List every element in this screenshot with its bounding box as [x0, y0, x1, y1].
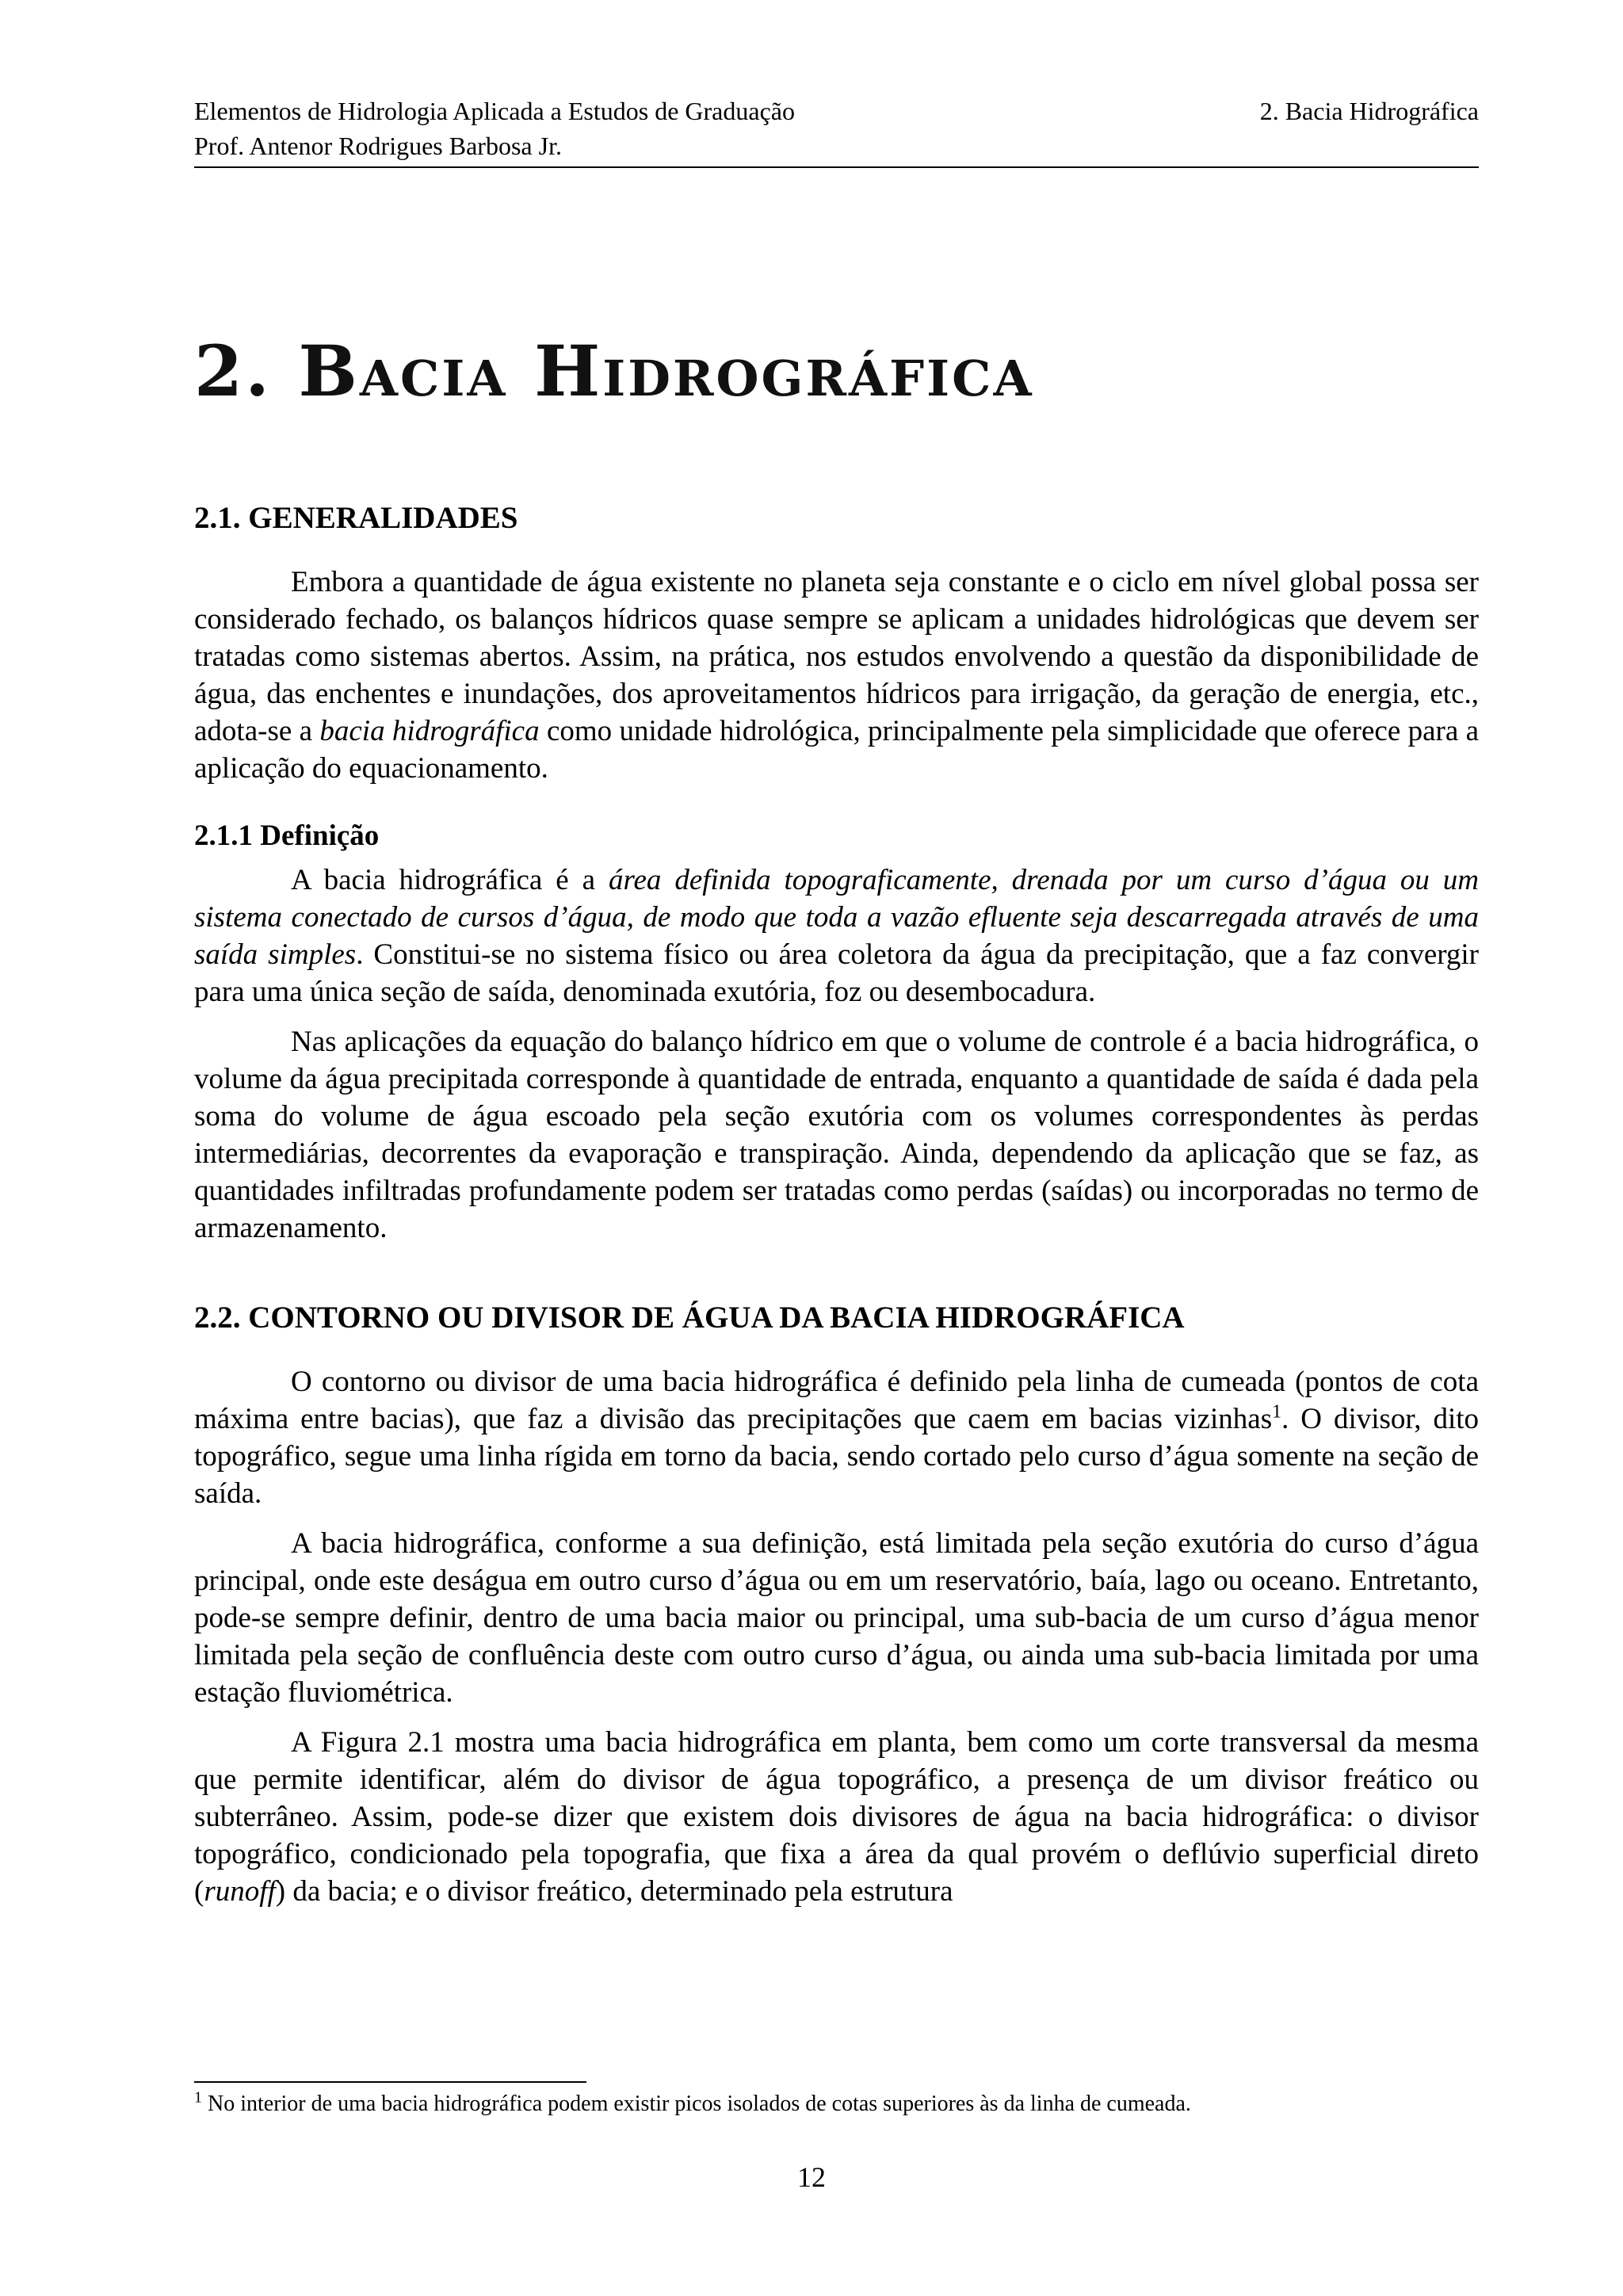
- subsection-heading-2-1-1: 2.1.1 Definição: [194, 819, 380, 852]
- paragraph-text: A Figura 2.1 mostra uma bacia hidrográfica em planta, bem como um corte transversal da mesma que permite identificar, além do divisor de água topográfico, a presença de um divisor freático ou subterrâneo. Assim, pode-se dizer que existem dois divisores de água na bacia hidrográfica: o divisor topográfico, condicionado pela topografia, que fixa a área da qual provém o deflúvio superficial direto (: [194, 1726, 1479, 1908]
- section-heading-2-2: 2.2. CONTORNO OU DIVISOR DE ÁGUA DA BACIA HIDROGRÁFICA: [194, 1301, 1185, 1335]
- italic-definition: área definida topograficamente, drenada por um curso d’água ou um sistema conectado de cursos d’água, de modo que toda a vazão efluente seja descarregada através de uma saída simples: [194, 864, 1479, 971]
- italic-term: runoff: [204, 1875, 276, 1908]
- paragraph-definicao: [194, 861, 1479, 1010]
- footnote-separator: [194, 2081, 586, 2083]
- paragraph-text: Embora a quantidade de água existente no planeta seja constante e o ciclo em nível global possa ser considerado fechado, os balanços hídricos quase sempre se aplicam a unidades hidrológicas que devem ser tratadas como sistemas abertos. Assim, na prática, nos estudos envolvendo a questão da disponibilidade de água, das enchentes e inundações, dos aproveitamentos hídricos para irrigação, da geração de energia, etc., adota-se a: [194, 566, 1479, 747]
- paragraph-text: O contorno ou divisor de uma bacia hidrográfica é definido pela linha de cumeada (pontos de cota máxima entre bacias), que faz a divisão das precipitações que caem em bacias vizinhas: [194, 1366, 1479, 1435]
- paragraph-generalidades: [194, 563, 1479, 787]
- paragraph-text: . O divisor, dito topográfico, segue uma linha rígida em torno da bacia, sendo cortado pelo curso d’água somente na seção de saída.: [194, 1403, 1480, 1510]
- paragraph-sub-bacia: A bacia hidrográfica, conforme a sua definição, está limitada pela seção exutória do curso d’água principal, onde este deságua em outro curso d’água ou em um reservatório, baía, lago ou oceano. Entretanto, pode-se sempre definir, dentro de uma bacia maior ou principal, uma sub-bacia de um curso d’água menor limitada pela seção de confluência deste com outro curso d’água, ou ainda uma sub-bacia limitada por uma estação fluviométrica.: [194, 1527, 1479, 1709]
- footnote-reference: 1: [1272, 1401, 1282, 1423]
- section-heading-2-1: 2.1. GENERALIDADES: [194, 501, 518, 535]
- page-body: [194, 499, 1479, 1910]
- paragraph-figura-2-1: [194, 1724, 1479, 1910]
- header-left: [194, 94, 795, 163]
- footnote-mark: 1: [194, 2088, 202, 2107]
- footnote-text: No interior de uma bacia hidrográfica podem existir picos isolados de cotas superiores às da linha de cumeada.: [202, 2092, 1191, 2116]
- paragraph-text: ) da bacia; e o divisor freático, determinado pela estrutura: [275, 1875, 953, 1908]
- chapter-title: 2. Bacia Hidrográfica: [194, 330, 1034, 412]
- paragraph-text: como unidade hidrológica, principalmente pela simplicidade que oferece para a aplicação do equacionamento.: [194, 715, 1479, 785]
- header-author: Prof. Antenor Rodrigues Barbosa Jr.: [194, 132, 562, 160]
- paragraph-text: . Constitui-se no sistema físico ou área coletora da água da precipitação, que a faz convergir para uma única seção de saída, denominada exutória, foz ou desembocadura.: [194, 938, 1479, 1008]
- paragraph-text: A bacia hidrográfica é a: [291, 864, 609, 896]
- page-number: 12: [797, 2161, 826, 2193]
- paragraph-balanco-hidrico: Nas aplicações da equação do balanço hídrico em que o volume de controle é a bacia hidrográfica, o volume da água precipitada corresponde à quantidade de entrada, enquanto a quantidade de saída é dada pela soma do volume de água escoado pela seção exutória com os volumes correspondentes às perdas intermediárias, decorrentes da evaporação e transpiração. Ainda, dependendo da aplicação que se faz, as quantidades infiltradas profundamente podem ser tratadas como perdas (saídas) ou incorporadas no termo de armazenamento.: [194, 1026, 1479, 1244]
- footnote: [194, 2089, 1479, 2119]
- header-book-title: Elementos de Hidrologia Aplicada a Estudos de Graduação: [194, 97, 795, 125]
- header-chapter-ref: 2. Bacia Hidrográfica: [1259, 97, 1479, 125]
- paragraph-contorno: [194, 1363, 1479, 1512]
- running-header: [194, 94, 1479, 168]
- italic-term: bacia hidrográfica: [319, 715, 540, 747]
